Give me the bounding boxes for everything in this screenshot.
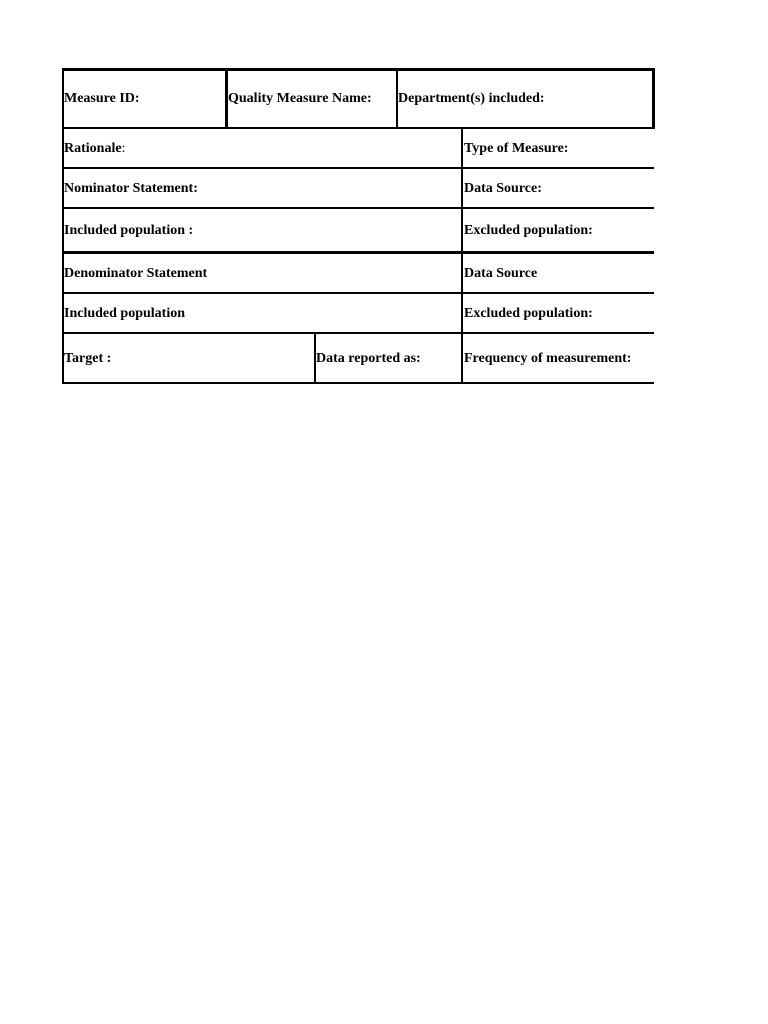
column-divider-main [461, 127, 463, 384]
denominator-excluded-population-label: Excluded population: [464, 306, 593, 321]
row-divider-2 [62, 167, 654, 169]
row-divider-3 [62, 207, 654, 209]
frequency-of-measurement-label: Frequency of measurement: [464, 351, 632, 366]
denominator-statement-label: Denominator Statement [64, 266, 208, 281]
rationale-label: Rationale: [64, 141, 126, 156]
row-divider-1 [62, 127, 655, 129]
nominator-excluded-population-label: Excluded population: [464, 223, 593, 238]
departments-included-label: Department(s) included: [398, 91, 545, 106]
measure-id-label: Measure ID: [64, 91, 140, 106]
row-divider-5 [62, 292, 654, 294]
row-divider-4 [62, 251, 654, 254]
rationale-colon: : [121, 141, 126, 156]
denominator-included-population-label: Included population [64, 306, 185, 321]
row-divider-6 [62, 332, 654, 334]
nominator-statement-label: Nominator Statement: [64, 181, 198, 196]
data-reported-as-label: Data reported as: [316, 351, 421, 366]
nominator-data-source-label: Data Source: [464, 181, 542, 196]
table-border-right-header [652, 68, 655, 129]
row-divider-bottom [62, 382, 654, 384]
quality-measure-name-label: Quality Measure Name: [228, 91, 372, 106]
denominator-data-source-label: Data Source [464, 266, 538, 281]
nominator-included-population-label: Included population : [64, 223, 194, 238]
target-label: Target : [64, 351, 112, 366]
table-border-top [62, 68, 655, 71]
type-of-measure-label: Type of Measure: [464, 141, 569, 156]
